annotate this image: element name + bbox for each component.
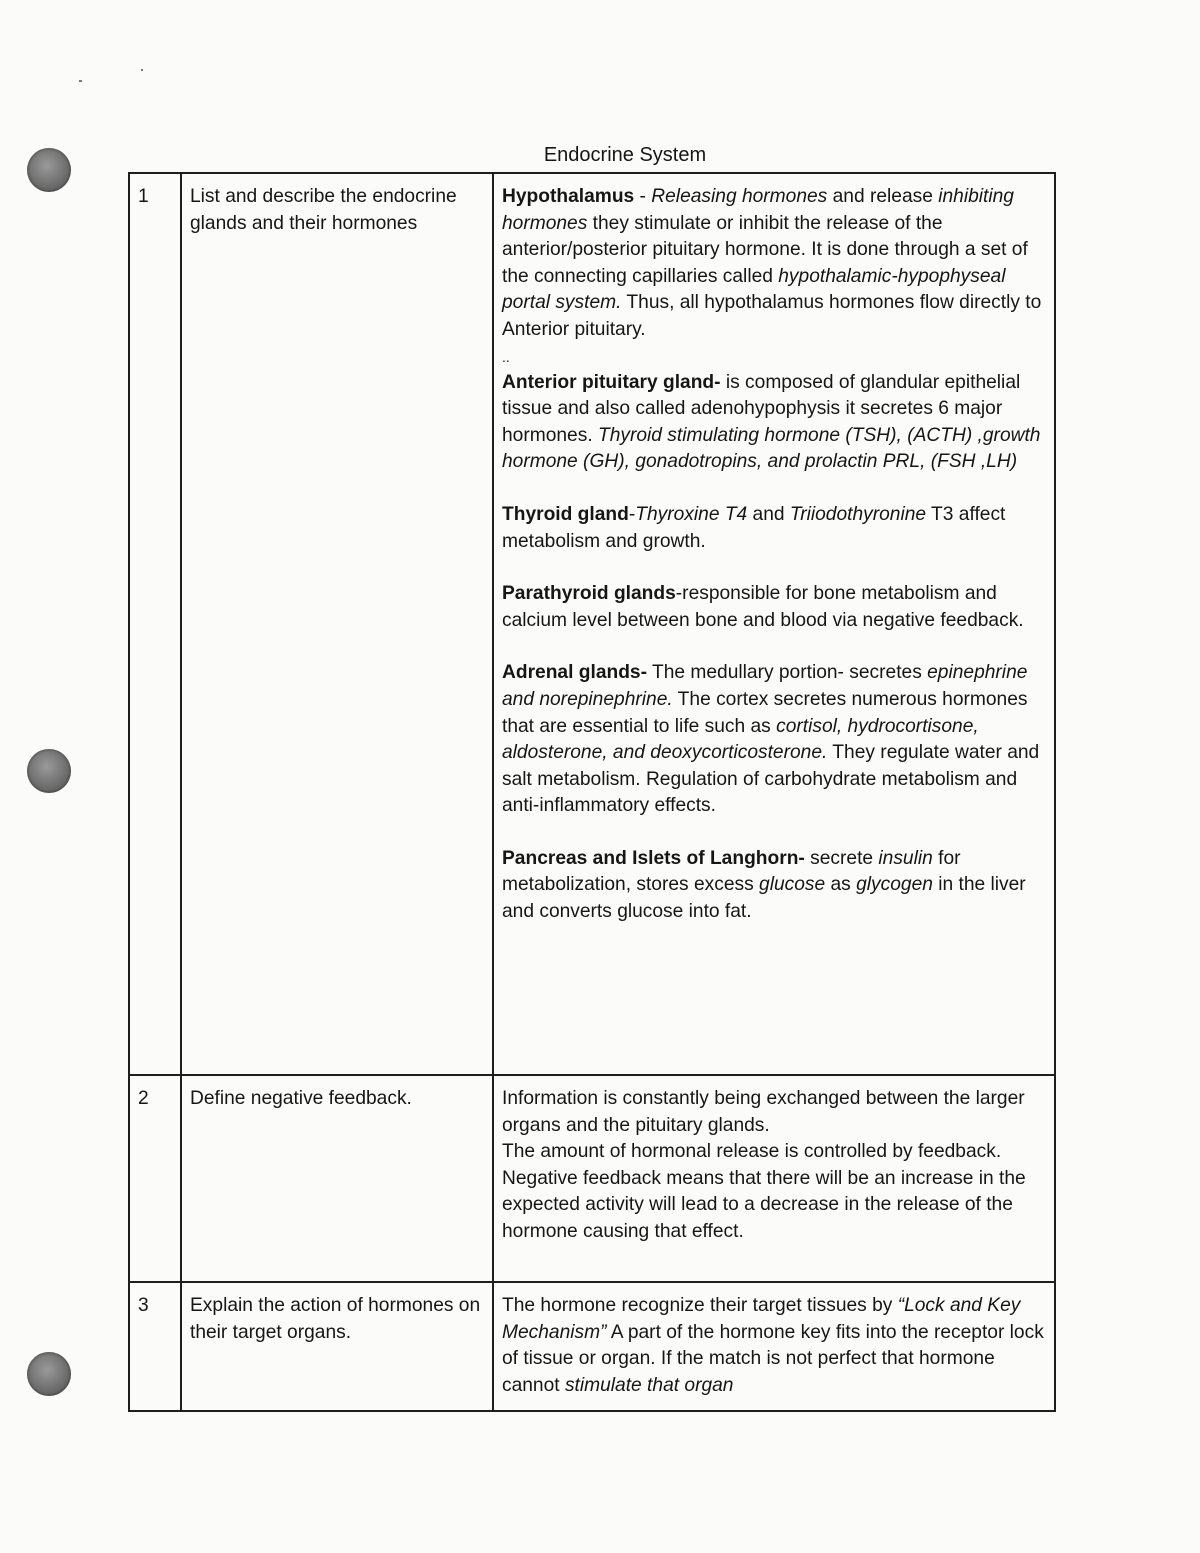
row-number: 3 — [129, 1282, 181, 1411]
scan-speck — [79, 80, 82, 82]
anterior-pituitary-paragraph: Anterior pituitary gland- is composed of glandular epithelial tissue and also called adenohypophysis it secretes 6 major hormones. Thyroid stimulating hormone (TSH), (ACTH) ,growth hormone (GH), gonadotropins, and prolactin PRL, (FSH ,LH) — [502, 371, 1041, 473]
thyroid-paragraph: Thyroid gland-Thyroxine T4 and Triiodothyronine T3 affect metabolism and growth. — [502, 503, 1006, 552]
question-cell: Define negative feedback. — [181, 1075, 493, 1282]
gland-name: Hypothalamus — [502, 186, 635, 207]
answer-cell — [493, 173, 1055, 1075]
gland-name: Thyroid gland — [502, 503, 629, 525]
punch-hole-middle — [27, 749, 71, 793]
question-cell: Explain the action of hormones on their target organs. — [181, 1282, 493, 1411]
adrenal-paragraph: Adrenal glands- The medullary portion- secretes epinephrine and norepinephrine. The cortex secretes numerous hormones that are essential to life such as cortisol, hydrocortisone, aldosterone, and deoxycorticosterone. They regulate water and salt metabolism. Regulation of carbohydrate metabolism and anti-inflammatory effects. — [502, 662, 1040, 817]
answer-line: Negative feedback means that there will be an increase in the expected activity will lead to a decrease in the release of the hormone causing that effect. — [502, 1167, 1026, 1242]
scan-speck — [141, 69, 143, 71]
answer-cell — [493, 1075, 1055, 1282]
question-cell: List and describe the endocrine glands and their hormones — [181, 173, 493, 1075]
row-number: 2 — [129, 1075, 181, 1282]
table-row — [129, 173, 1055, 1075]
hypothalamus-paragraph: Hypothalamus - Releasing hormones and release inhibiting hormones they stimulate or inhibit the release of the anterior/posterior pituitary hormone. It is done through a set of the connecting capillaries called hypothalamic-hypophyseal portal system. Thus, all hypothalamus hormones flow directly to Anterior pituitary. — [502, 186, 1042, 340]
answer-line: The amount of hormonal release is controlled by feedback. — [502, 1141, 1002, 1163]
gland-name: Adrenal glands- — [502, 662, 647, 684]
gland-name: Pancreas and Islets of Langhorn- — [502, 847, 805, 869]
pancreas-paragraph: Pancreas and Islets of Langhorn- secrete insulin for metabolization, stores excess glucose as glycogen in the liver and converts glucose into fat. — [502, 847, 1026, 923]
questions-table — [128, 172, 1056, 1412]
ellipsis-marks: .. — [502, 348, 510, 365]
row-number: 1 — [129, 173, 181, 1075]
gland-name: Parathyroid glands — [502, 583, 676, 605]
page-title: Endocrine System — [543, 144, 707, 166]
parathyroid-paragraph: Parathyroid glands-responsible for bone metabolism and calcium level between bone and blood via negative feedback. — [502, 583, 1024, 631]
table-row — [129, 1075, 1055, 1282]
table-row — [129, 1282, 1055, 1411]
gland-name: Anterior pituitary gland- — [502, 371, 721, 393]
answer-cell: The hormone recognize their target tissues by “Lock and Key Mechanism” A part of the hormone key fits into the receptor lock of tissue or organ. If the match is not perfect that hormone cannot stimulate that organ — [493, 1282, 1055, 1411]
punch-hole-bottom — [27, 1352, 71, 1396]
answer-line: Information is constantly being exchanged between the larger organs and the pituitary glands. — [502, 1088, 1025, 1136]
